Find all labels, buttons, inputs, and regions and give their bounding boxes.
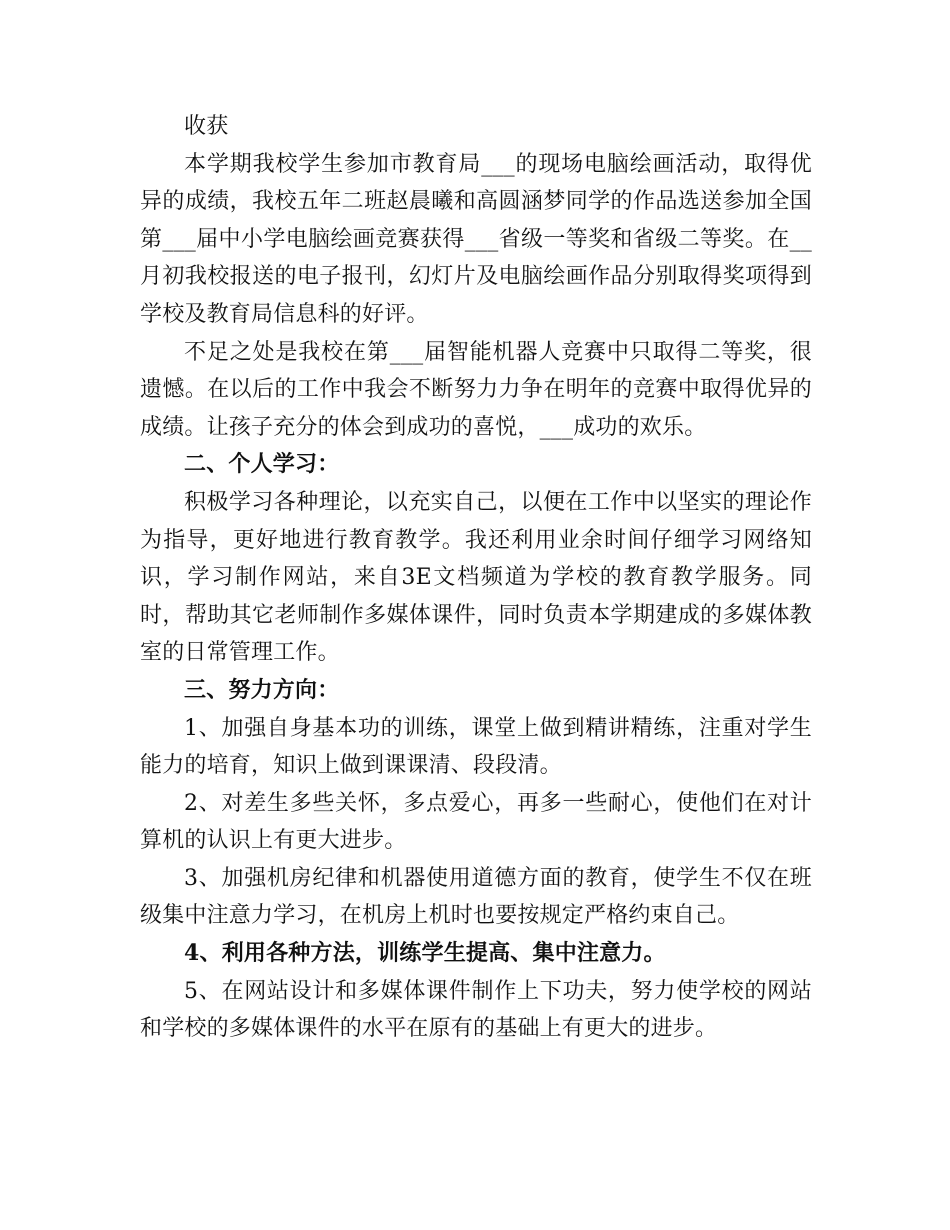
list-item-4: 4、利用各种方法，训练学生提高、集中注意力。 xyxy=(184,940,666,967)
paragraph-achievements: 本学期我校学生参加市教育局___的现场电脑绘画活动，取得优异的成绩，我校五年二班赵晨曦和高圆涵梦同学的作品选送参加全国第___届中小学电脑绘画竞赛获得___省级一等奖和省级二等奖。在__月初我校报送的电子报刊，幻灯片及电脑绘画作品分别取得奖项得到学校及教育局信息科的好评。 xyxy=(140,151,812,327)
list-item-1: 1、加强自身基本功的训练，课堂上做到精讲精练，注重对学生能力的培育，知识上做到课课清、段段清。 xyxy=(140,715,812,779)
list-item-3: 3、加强机房纪律和机器使用道德方面的教育，使学生不仅在班级集中注意力学习，在机房上机时也要按规定严格约束自己。 xyxy=(140,865,812,929)
section-heading-direction: 三、努力方向： xyxy=(184,676,340,703)
paragraph-personal-study: 积极学习各种理论，以充实自己，以便在工作中以坚实的理论作为指导，更好地进行教育教学。我还利用业余时间仔细学习网络知识，学习制作网站，来自3E文档频道为学校的教育教学服务。同时，帮助其它老师制作多媒体课件，同时负责本学期建成的多媒体教室的日常管理工作。 xyxy=(140,489,812,666)
paragraph-shortcomings: 不足之处是我校在第___届智能机器人竞赛中只取得二等奖，很遗憾。在以后的工作中我会不断努力力争在明年的竞赛中取得优异的成绩。让孩子充分的体会到成功的喜悦，___成功的欢乐。 xyxy=(140,339,812,440)
list-item-5: 5、在网站设计和多媒体课件制作上下功夫，努力使学校的网站和学校的多媒体课件的水平在原有的基础上有更大的进步。 xyxy=(140,978,812,1042)
section-heading-personal-study: 二、个人学习： xyxy=(184,451,340,478)
document-body xyxy=(140,108,812,1048)
paragraph-harvest-label: 收获 xyxy=(184,114,229,139)
list-item-2: 2、对差生多些关怀，多点爱心，再多一些耐心，使他们在对计算机的认识上有更大进步。 xyxy=(140,790,812,854)
